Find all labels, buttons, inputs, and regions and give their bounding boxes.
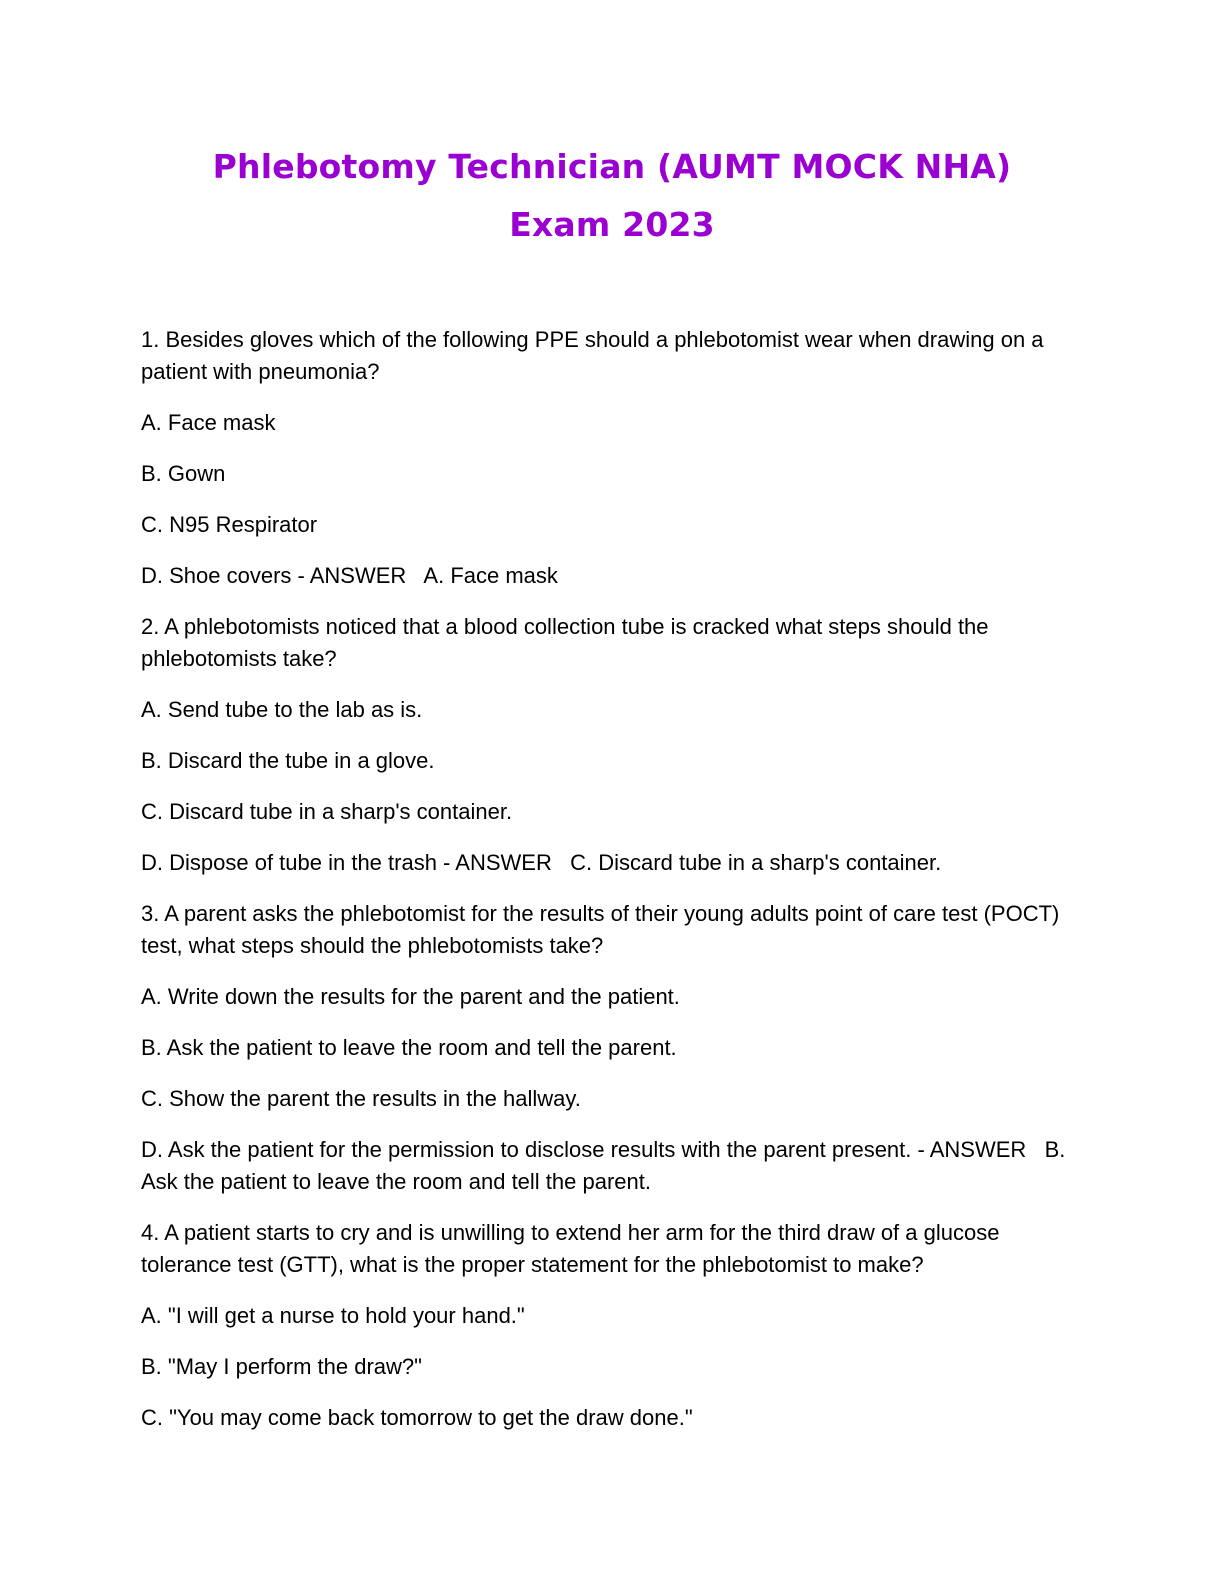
question-1-option-d-answer: D. Shoe covers - ANSWER A. Face mask: [141, 563, 558, 588]
question-2: 2. A phlebotomists noticed that a blood collection tube is cracked what steps should the phlebotomists take?: [141, 614, 995, 671]
question-2-option-b: B. Discard the tube in a glove.: [141, 748, 435, 773]
question-3-option-c: C. Show the parent the results in the hallway.: [141, 1086, 581, 1111]
question-2-option-d-answer: D. Dispose of tube in the trash - ANSWER C. Discard tube in a sharp's container.: [141, 850, 942, 875]
document-title: [0, 138, 1224, 254]
question-3-option-a: A. Write down the results for the parent and the patient.: [141, 984, 680, 1009]
question-3: 3. A parent asks the phlebotomist for the results of their young adults point of care test (POCT) test, what steps should the phlebotomists take?: [141, 901, 1066, 958]
question-2-option-a: A. Send tube to the lab as is.: [141, 697, 423, 722]
question-3-option-d-answer: D. Ask the patient for the permission to disclose results with the parent present. - ANSWER B. Ask the patient to leave the room and tell the parent.: [141, 1137, 1071, 1194]
question-2-option-c: C. Discard tube in a sharp's container.: [141, 799, 513, 824]
question-1-option-a: A. Face mask: [141, 410, 276, 435]
question-4-option-b: B. "May I perform the draw?": [141, 1354, 422, 1379]
question-4-option-c: C. "You may come back tomorrow to get the draw done.": [141, 1405, 693, 1430]
question-1: 1. Besides gloves which of the following PPE should a phlebotomist wear when drawing on a patient with pneumonia?: [141, 327, 1050, 384]
question-3-option-b: B. Ask the patient to leave the room and tell the parent.: [141, 1035, 677, 1060]
question-4: 4. A patient starts to cry and is unwilling to extend her arm for the third draw of a glucose tolerance test (GTT), what is the proper statement for the phlebotomist to make?: [141, 1220, 1006, 1277]
question-1-option-c: C. N95 Respirator: [141, 512, 318, 537]
question-1-option-b: B. Gown: [141, 461, 226, 486]
title-line-2: Exam 2023: [509, 205, 715, 244]
document-body: [141, 324, 1091, 1453]
question-4-option-a: A. "I will get a nurse to hold your hand.": [141, 1303, 525, 1328]
title-line-1: Phlebotomy Technician (AUMT MOCK NHA): [212, 147, 1012, 186]
